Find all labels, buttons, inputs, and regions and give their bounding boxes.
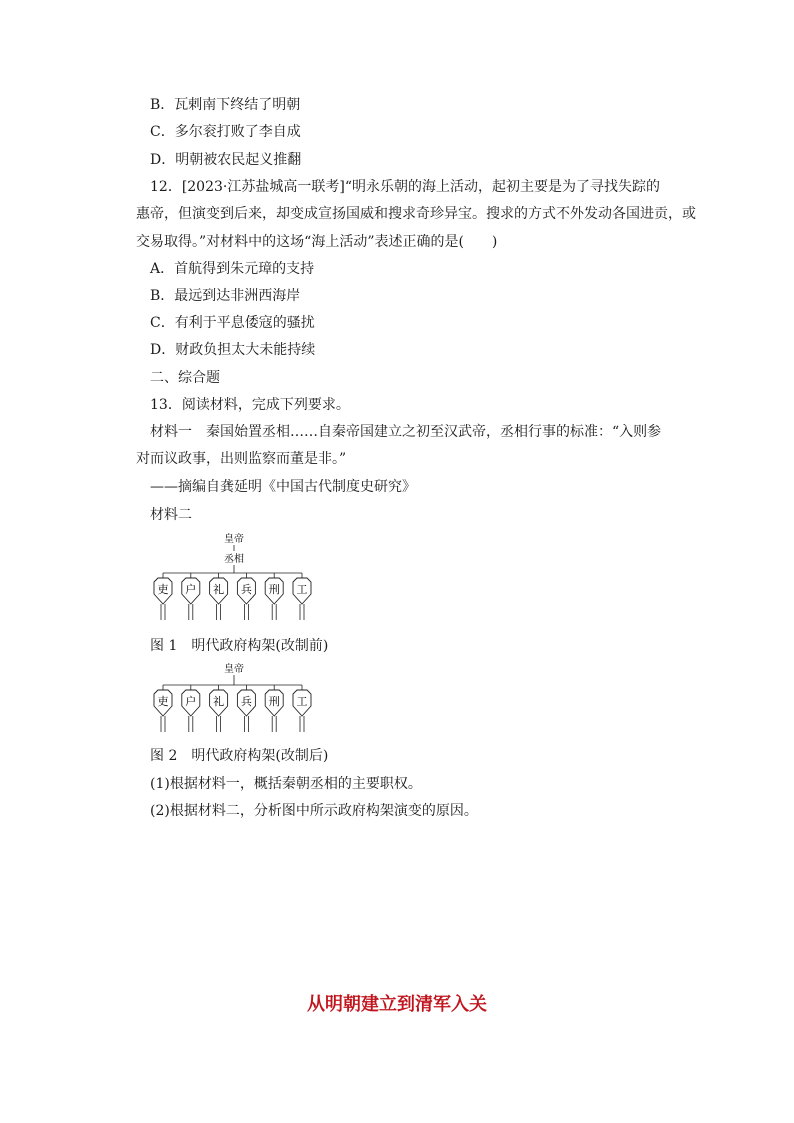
ministry-node-label: 吏 — [157, 695, 169, 708]
chart-node-chancellor: 丞相 — [224, 554, 244, 565]
ministry-node-label: 工 — [296, 695, 308, 708]
ministry-node-label: 礼 — [213, 583, 225, 596]
org-chart-after-svg — [150, 660, 320, 738]
ministry-node-label: 刑 — [268, 583, 280, 596]
ministry-node-label: 户 — [185, 583, 197, 596]
question-13: 13．阅读材料，完成下列要求。 — [150, 397, 350, 413]
ministry-node-label: 户 — [185, 695, 197, 708]
option-d: D．财政负担太大未能持续 — [150, 342, 316, 358]
ministry-nodes — [154, 573, 311, 620]
ministry-node-label: 吏 — [157, 583, 169, 596]
material-2-label: 材料二 — [150, 507, 192, 523]
question-12-line-2: 惠帝，但演变到后来，却变成宣扬国威和搜求奇珍异宝。搜求的方式不外发动各国进贡，或 — [136, 206, 696, 222]
option-a: A．首航得到朱元璋的支持 — [150, 261, 315, 277]
org-chart-before-svg — [150, 530, 320, 626]
material-1-line-2: 对而议政事，出则监察而董是非。” — [136, 451, 347, 467]
org-chart-before — [150, 530, 320, 626]
next-chapter-title: 从明朝建立到清军入关 — [307, 994, 487, 1015]
ministry-nodes — [154, 685, 311, 732]
option-d: D．明朝被农民起义推翻 — [150, 152, 302, 168]
option-c: C．多尔衮打败了李自成 — [150, 124, 301, 140]
question-13-part-2: (2)根据材料二，分析图中所示政府构架演变的原因。 — [150, 803, 478, 819]
figure-2-caption: 图 2 明代政府构架(改制后) — [150, 748, 329, 764]
chart-node-emperor: 皇帝 — [224, 534, 244, 545]
option-b: B．最远到达非洲西海岸 — [150, 288, 301, 304]
ministry-node-label: 刑 — [268, 695, 280, 708]
question-12-line-1: 12．[2023·江苏盐城高一联考]“明永乐朝的海上活动，起初主要是为了寻找失踪的 — [150, 179, 660, 195]
org-chart-after — [150, 660, 320, 738]
section-heading: 二、综合题 — [150, 370, 220, 386]
ministry-node-label: 兵 — [240, 583, 252, 596]
option-c: C．有利于平息倭寇的骚扰 — [150, 315, 315, 331]
ministry-node-label: 礼 — [213, 695, 225, 708]
material-1-line-1: 材料一 秦国始置丞相……自秦帝国建立之初至汉武帝，丞相行事的标准：“入则参 — [150, 424, 662, 440]
option-b: B．瓦剌南下终结了明朝 — [150, 97, 301, 113]
question-12-line-3: 交易取得。”对材料中的这场“海上活动”表述正确的是( ) — [136, 234, 498, 250]
question-13-part-1: (1)根据材料一，概括秦朝丞相的主要职权。 — [150, 776, 422, 792]
ministry-node-label: 工 — [296, 583, 308, 596]
material-1-source: ——摘编自龚延明《中国古代制度史研究》 — [150, 479, 416, 495]
figure-1-caption: 图 1 明代政府构架(改制前) — [150, 638, 329, 654]
chart-node-emperor: 皇帝 — [224, 664, 244, 675]
ministry-node-label: 兵 — [240, 695, 252, 708]
